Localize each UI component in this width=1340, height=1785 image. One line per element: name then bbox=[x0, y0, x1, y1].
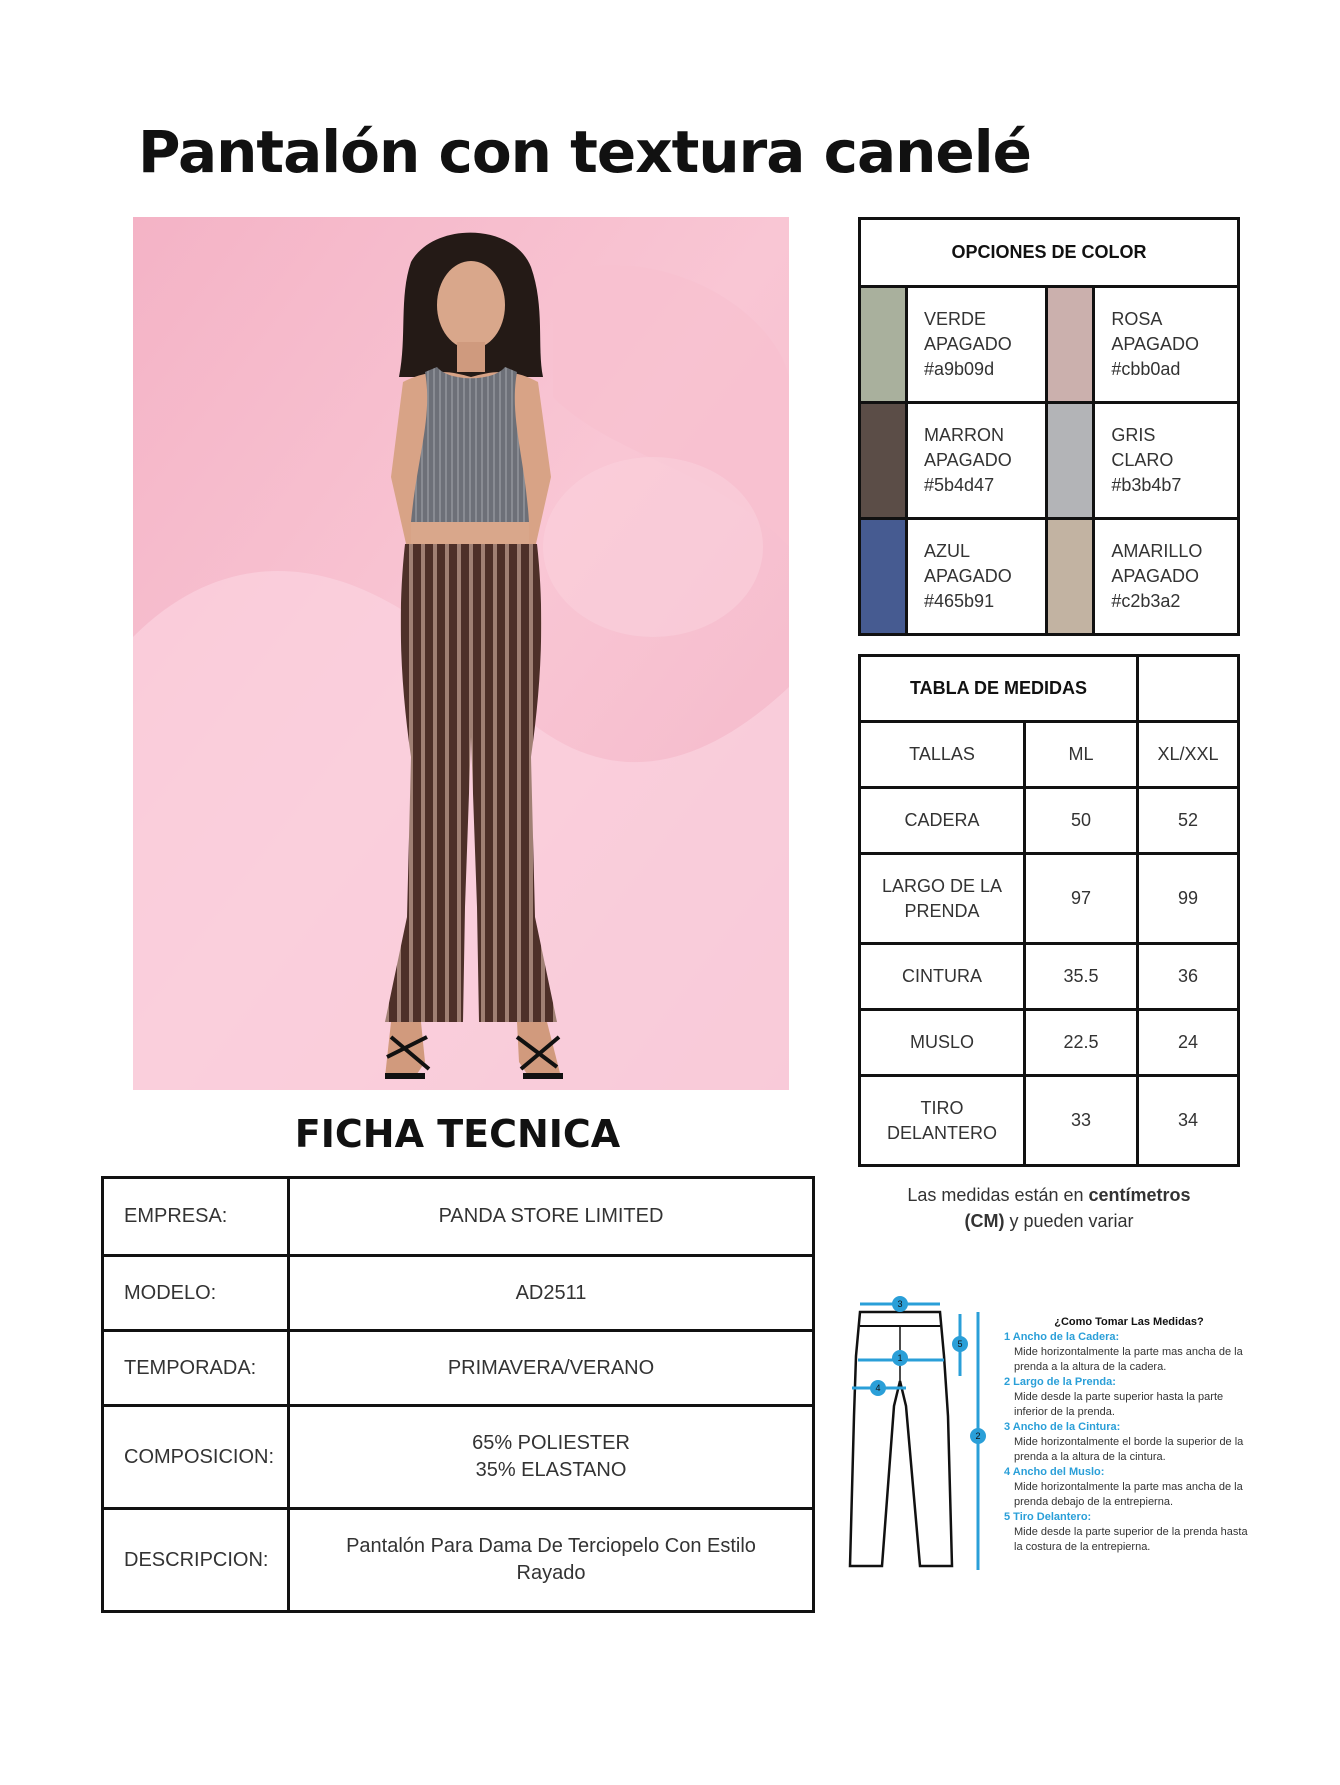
color-swatch bbox=[860, 403, 907, 519]
measure-value: 36 bbox=[1138, 944, 1239, 1010]
marker-label: 4 bbox=[875, 1383, 881, 1393]
measure-value: 52 bbox=[1138, 788, 1239, 854]
page-title: Pantalón con textura canelé bbox=[138, 118, 1031, 186]
measure-value: 24 bbox=[1138, 1010, 1239, 1076]
composition-line-1: 65% POLIESTER bbox=[472, 1432, 630, 1454]
size-column-header: ML bbox=[1025, 722, 1138, 788]
size-column-header: XL/XXL bbox=[1138, 722, 1239, 788]
measure-value: 35.5 bbox=[1025, 944, 1138, 1010]
color-hex: #a9b09d bbox=[924, 359, 995, 379]
measure-value: 97 bbox=[1025, 854, 1138, 944]
color-options-table bbox=[858, 217, 1240, 636]
color-hex: #b3b4b7 bbox=[1111, 475, 1182, 495]
guide-step-desc: Mide horizontalmente la parte mas ancha de la prenda debajo de la entrepierna. bbox=[1014, 1481, 1243, 1508]
guide-step-desc: Mide horizontalmente el borde la superior de la prenda a la altura de la cintura. bbox=[1014, 1436, 1244, 1463]
measure-value: 33 bbox=[1025, 1076, 1138, 1166]
color-label bbox=[907, 519, 1047, 635]
guide-step-desc: Mide horizontalmente la parte mas ancha de la prenda a la altura de la cadera. bbox=[1014, 1346, 1243, 1373]
note-unit-abbr: (CM) bbox=[964, 1211, 1005, 1231]
color-name: ROSA bbox=[1111, 309, 1163, 329]
color-hex: #5b4d47 bbox=[924, 475, 995, 495]
composition-line-2: 35% ELASTANO bbox=[475, 1459, 627, 1481]
product-photo bbox=[133, 217, 789, 1090]
ficha-label: TEMPORADA: bbox=[103, 1331, 289, 1406]
marker-label: 5 bbox=[957, 1339, 963, 1349]
color-options-heading: OPCIONES DE COLOR bbox=[860, 219, 1239, 287]
marker-label: 2 bbox=[975, 1431, 981, 1441]
guide-step-desc: Mide desde la parte superior hasta la parte inferior de la prenda. bbox=[1014, 1391, 1224, 1418]
ficha-row bbox=[103, 1331, 814, 1406]
color-name: APAGADO bbox=[924, 566, 1012, 586]
guide-step-desc: Mide desde la parte superior de la prenda hasta la costura de la entrepierna. bbox=[1014, 1526, 1248, 1553]
measure-value: 50 bbox=[1025, 788, 1138, 854]
ficha-value: AD2511 bbox=[289, 1256, 814, 1331]
color-name: GRIS bbox=[1111, 425, 1156, 445]
color-name: APAGADO bbox=[924, 334, 1012, 354]
note-text: y pueden variar bbox=[1004, 1211, 1134, 1231]
color-label bbox=[1094, 519, 1239, 635]
measure-value: 34 bbox=[1138, 1076, 1239, 1166]
color-name: AMARILLO bbox=[1111, 541, 1203, 561]
color-label bbox=[1094, 287, 1239, 403]
color-hex: #c2b3a2 bbox=[1111, 591, 1181, 611]
ficha-label: DESCRIPCION: bbox=[103, 1509, 289, 1612]
ficha-heading: FICHA TECNICA bbox=[294, 1112, 621, 1156]
measure-name: LARGO DE LA PRENDA bbox=[860, 854, 1025, 944]
guide-heading: ¿Como Tomar Las Medidas? bbox=[1054, 1316, 1204, 1328]
measure-value: 22.5 bbox=[1025, 1010, 1138, 1076]
guide-step-title: 5 Tiro Delantero: bbox=[1004, 1511, 1092, 1523]
color-name: CLARO bbox=[1111, 450, 1174, 470]
guide-step-title: 1 Ancho de la Cadera: bbox=[1004, 1331, 1120, 1343]
guide-step-title: 4 Ancho del Muslo: bbox=[1004, 1466, 1105, 1478]
color-swatch bbox=[1047, 287, 1094, 403]
color-name: AZUL bbox=[924, 541, 971, 561]
measure-name: MUSLO bbox=[860, 1010, 1025, 1076]
color-label bbox=[1094, 403, 1239, 519]
measure-name: CINTURA bbox=[860, 944, 1025, 1010]
color-name: VERDE bbox=[924, 309, 987, 329]
measure-value: 99 bbox=[1138, 854, 1239, 944]
measuring-guide bbox=[1004, 1315, 1254, 1555]
color-label bbox=[907, 287, 1047, 403]
size-table-heading: TABLA DE MEDIDAS bbox=[860, 656, 1138, 722]
guide-step-title: 3 Ancho de la Cintura: bbox=[1004, 1421, 1121, 1433]
color-hex: #465b91 bbox=[924, 591, 995, 611]
ficha-row bbox=[103, 1256, 814, 1331]
color-name: APAGADO bbox=[1111, 566, 1200, 586]
ficha-label: MODELO: bbox=[103, 1256, 289, 1331]
ficha-value: Pantalón Para Dama De Terciopelo Con Estilo Rayado bbox=[289, 1509, 814, 1612]
note-unit: centímetros bbox=[1088, 1185, 1191, 1205]
measure-name: TIRO DELANTERO bbox=[860, 1076, 1025, 1166]
ficha-row bbox=[103, 1406, 814, 1509]
ficha-row bbox=[103, 1509, 814, 1612]
size-table bbox=[858, 654, 1240, 1167]
marker-label: 3 bbox=[897, 1299, 903, 1309]
ficha-value: PANDA STORE LIMITED bbox=[289, 1178, 814, 1256]
color-swatch bbox=[860, 287, 907, 403]
color-swatch bbox=[1047, 403, 1094, 519]
measure-note bbox=[858, 1182, 1240, 1234]
color-name: MARRON bbox=[924, 425, 1004, 445]
ficha-label: COMPOSICION: bbox=[103, 1406, 289, 1509]
ficha-label: EMPRESA: bbox=[103, 1178, 289, 1256]
color-hex: #cbb0ad bbox=[1111, 359, 1181, 379]
ficha-value: PRIMAVERA/VERANO bbox=[289, 1331, 814, 1406]
size-table-empty-cell bbox=[1138, 656, 1239, 722]
ficha-value bbox=[289, 1406, 814, 1509]
marker-label: 1 bbox=[897, 1353, 903, 1363]
ficha-row bbox=[103, 1178, 814, 1256]
color-name: APAGADO bbox=[1111, 334, 1200, 354]
color-label bbox=[907, 403, 1047, 519]
color-name: APAGADO bbox=[924, 450, 1012, 470]
color-swatch bbox=[1047, 519, 1094, 635]
color-swatch bbox=[860, 519, 907, 635]
ficha-table bbox=[101, 1176, 815, 1613]
measure-name: CADERA bbox=[860, 788, 1025, 854]
pants-diagram bbox=[848, 1296, 1004, 1586]
size-column-header: TALLAS bbox=[860, 722, 1025, 788]
guide-step-title: 2 Largo de la Prenda: bbox=[1004, 1376, 1116, 1388]
note-text: Las medidas están en bbox=[907, 1185, 1089, 1205]
